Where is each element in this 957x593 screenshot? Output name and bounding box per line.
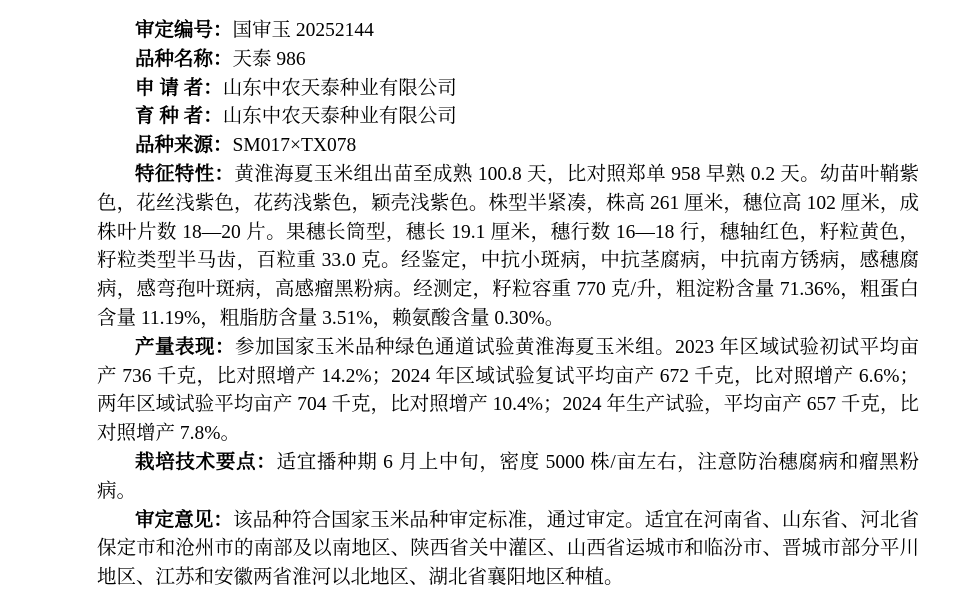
approval-opinion-text: 该品种符合国家玉米品种审定标准，通过审定。适宜在河南省、山东省、河北省保定市和沧州市的南部及以南地区、陕西省关中灌区、山西省运城市和临汾市、晋城市部分平川地区、江苏和安徽两省淮河以北地区、湖北省襄阳地区种植。	[97, 509, 919, 589]
applicant-label: 申 请 者：	[135, 77, 223, 99]
paragraph-characteristics	[97, 161, 919, 334]
approval-opinion-label: 审定意见：	[135, 509, 234, 531]
variety-source-label: 品种来源：	[135, 135, 233, 157]
document-page	[97, 17, 919, 593]
paragraph-cultivation-points	[97, 449, 919, 507]
breeder-label: 育 种 者：	[135, 106, 223, 128]
approval-number-value: 国审玉 20252144	[232, 20, 374, 41]
variety-name-label: 品种名称：	[135, 48, 233, 70]
breeder-value: 山东中农天泰种业有限公司	[222, 106, 457, 128]
applicant-value: 山东中农天泰种业有限公司	[222, 77, 457, 99]
field-row-approval-number	[97, 17, 919, 46]
variety-name-value: 天泰 986	[232, 48, 306, 70]
field-row-breeder	[97, 103, 919, 132]
variety-source-value: SM017×TX078	[232, 135, 357, 157]
approval-number-label: 审定编号：	[135, 20, 233, 41]
characteristics-text: 黄淮海夏玉米组出苗至成熟 100.8 天，比对照郑单 958 早熟 0.2 天。幼苗叶鞘紫色，花丝浅紫色，花药浅紫色，颖壳浅紫色。株型半紧凑，株高 261 厘米，穗位高 102 厘米，成株叶片数 18—20 片。果穗长筒型，穗长 19.1 厘米，穗行数 16—18 行，穗轴红色，籽粒黄色，籽粒类型半马齿，百粒重 33.0 克。经鉴定，中抗小斑病，中抗茎腐病，中抗南方锈病，感穗腐病，感弯孢叶斑病，高感瘤黑粉病。经测定，籽粒容重 770 克/升，粗淀粉含量 71.36%，粗蛋白含量 11.19%，粗脂肪含量 3.51%，赖氨酸含量 0.30%。	[97, 163, 919, 329]
paragraph-yield-performance	[97, 334, 919, 449]
field-row-applicant	[97, 75, 919, 104]
yield-performance-text: 参加国家玉米品种绿色通道试验黄淮海夏玉米组。2023 年区域试验初试平均亩产 736 千克，比对照增产 14.2%；2024 年区域试验复试平均亩产 672 千克，比对照增产 6.6%；两年区域试验平均亩产 704 千克，比对照增产 10.4%；2024 年生产试验，平均亩产 657 千克，比对照增产 7.8%。	[97, 336, 919, 445]
characteristics-label: 特征特性：	[135, 163, 235, 185]
field-row-variety-source	[97, 132, 919, 161]
field-row-variety-name	[97, 46, 919, 75]
cultivation-points-text: 适宜播种期 6 月上中旬，密度 5000 株/亩左右，注意防治穗腐病和瘤黑粉病。	[97, 451, 919, 502]
yield-performance-label: 产量表现：	[135, 336, 236, 358]
cultivation-points-label: 栽培技术要点：	[135, 451, 277, 473]
paragraph-approval-opinion	[97, 507, 919, 593]
